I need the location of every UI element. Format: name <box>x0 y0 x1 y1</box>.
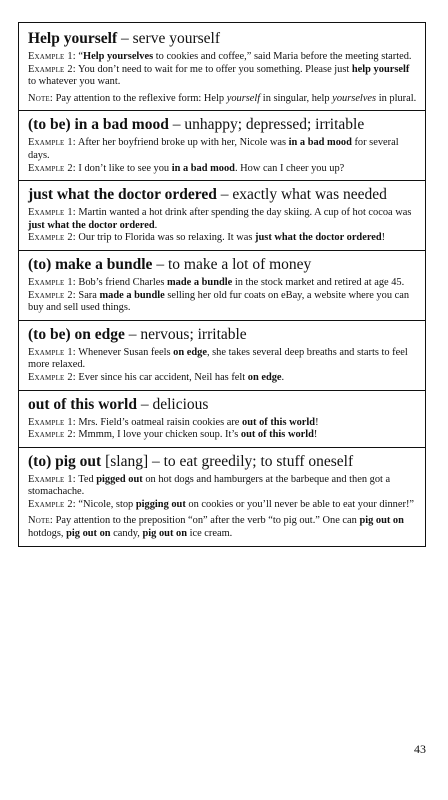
idiom-entry <box>18 181 426 251</box>
idiom-heading <box>28 115 417 134</box>
text-run: [slang] – to eat greedily; to stuff oneself <box>101 452 354 470</box>
text-run: Sara <box>75 289 100 301</box>
text-run: “Nicole, stop <box>75 498 136 510</box>
text-run: on hot dogs and hamburgers at the barbeque and then got a stomachache. <box>28 473 391 498</box>
bold-phrase: (to be) in a bad mood <box>28 116 169 134</box>
bold-phrase: Help yourselves <box>83 51 154 62</box>
bold-phrase: on edge <box>247 371 282 383</box>
text-run: in the stock market and retired at age 45. <box>232 276 405 288</box>
bold-phrase: just what the doctor ordered <box>28 186 217 204</box>
idiom-entry <box>18 321 426 391</box>
text-run: ! <box>313 429 318 441</box>
text-run: Pay attention to the reflexive form: Help <box>53 92 227 104</box>
idiom-heading <box>28 325 417 344</box>
example-line <box>28 137 417 162</box>
bold-phrase: (to be) on edge <box>28 325 125 343</box>
example-line <box>28 290 417 315</box>
text-run: ! <box>315 416 319 428</box>
example-label: Example 2: <box>28 429 76 441</box>
example-label: Example 1: <box>28 137 76 149</box>
text-run: “ <box>75 51 84 62</box>
text-run: Pay attention to the preposition “on” after the verb “to pig out.” One can <box>53 515 360 527</box>
example-line <box>28 232 417 245</box>
bold-phrase: on edge <box>173 346 207 358</box>
example-label: Example 1: <box>28 473 76 485</box>
bold-phrase: made a bundle <box>99 289 165 301</box>
idiom-entry <box>18 448 426 547</box>
idiom-entry <box>18 251 426 321</box>
page-number: 43 <box>414 742 426 756</box>
text-run: . <box>281 371 285 383</box>
example-label: Example 2: <box>28 232 76 244</box>
example-line <box>28 429 417 442</box>
text-run: , she takes several deep breaths and starts to feel more relaxed. <box>28 346 408 371</box>
example-line <box>28 417 417 430</box>
example-label: Example 2: <box>28 498 76 510</box>
example-label: Example 2: <box>28 63 76 75</box>
text-run: Ted <box>75 473 97 485</box>
example-label: Example 2: <box>28 289 76 301</box>
text-run: in singular, help <box>260 92 333 104</box>
text-run: – to make a lot of money <box>152 255 312 273</box>
example-label: Example 1: <box>28 276 76 288</box>
idiom-heading <box>28 395 417 414</box>
bold-phrase: pigging out <box>135 498 186 510</box>
bold-phrase: pig out on <box>66 528 111 540</box>
text-run: on cookies or you’ll never be able to eat your dinner!” <box>185 498 415 510</box>
bold-phrase: (to) pig out <box>28 452 102 470</box>
example-label: Example 1: <box>28 207 76 219</box>
bold-phrase: in a bad mood <box>288 137 352 149</box>
text-run: in plural. <box>376 92 417 104</box>
example-label: Example 1: <box>28 51 76 62</box>
text-run: – unhappy; depressed; irritable <box>168 116 365 134</box>
idiom-heading <box>28 185 417 204</box>
text-run: Mrs. Field’s oatmeal raisin cookies are <box>75 416 243 428</box>
example-line <box>28 499 417 512</box>
example-line <box>28 207 417 232</box>
bold-phrase: out of this world <box>28 395 137 413</box>
example-line <box>28 347 417 372</box>
example-label: Example 1: <box>28 346 76 358</box>
text-run: Martin wanted a hot drink after spending the day skiing. A cup of hot cocoa was <box>75 207 412 219</box>
text-run: candy, <box>110 528 143 540</box>
bold-phrase: out of this world <box>240 429 314 441</box>
example-label: Example 2: <box>28 162 76 174</box>
text-run: . How can I cheer you up? <box>234 162 345 174</box>
example-line <box>28 474 417 499</box>
idiom-entry <box>18 391 426 448</box>
text-run: ice cream. <box>186 528 233 540</box>
text-run: for several days. <box>28 137 399 161</box>
text-run: You don’t need to wait for me to offer you something. Please just <box>75 63 352 75</box>
bold-phrase: Help yourself <box>28 30 118 47</box>
bold-phrase: just what the doctor ordered <box>255 232 382 244</box>
example-line <box>28 163 417 176</box>
text-run: selling her old fur coats on eBay, a website where you can buy and sell used things. <box>28 289 410 314</box>
italic-phrase: yourselves <box>332 92 377 104</box>
example-line <box>28 277 417 290</box>
note-line <box>28 93 417 106</box>
text-run: Mmmm, I love your chicken soup. It’s <box>75 429 241 441</box>
bold-phrase: pigged out <box>96 473 143 485</box>
bold-phrase: pig out on <box>142 528 187 540</box>
bold-phrase: in a bad mood <box>171 162 235 174</box>
bold-phrase: (to) make a bundle <box>28 255 153 273</box>
bold-phrase: help yourself <box>351 63 410 75</box>
italic-phrase: yourself <box>226 92 261 104</box>
text-run: Whenever Susan feels <box>75 346 174 358</box>
idiom-heading <box>28 452 417 471</box>
text-run: to whatever you want. <box>28 76 121 88</box>
text-run: hotdogs, <box>28 528 67 540</box>
text-run: – serve yourself <box>117 30 220 47</box>
idiom-heading <box>28 255 417 274</box>
idiom-entry <box>18 22 426 111</box>
text-run: – exactly what was needed <box>216 186 387 204</box>
bold-phrase: made a bundle <box>167 276 233 288</box>
text-run: I don’t like to see you <box>75 162 172 174</box>
example-label: Example 1: <box>28 416 76 428</box>
example-line <box>28 64 417 89</box>
text-run: ! <box>381 232 386 244</box>
note-label: Note: <box>28 92 53 104</box>
text-run: – nervous; irritable <box>124 325 247 343</box>
text-run: . <box>154 219 158 231</box>
text-run: Our trip to Florida was so relaxing. It was <box>75 232 256 244</box>
idiom-list <box>18 22 426 547</box>
text-run: to cookies and coffee,” said Maria before the meeting started. <box>153 51 412 62</box>
idiom-entry <box>18 111 426 181</box>
note-line <box>28 515 417 540</box>
note-label: Note: <box>28 515 53 527</box>
text-run: – delicious <box>136 395 209 413</box>
bold-phrase: just what the doctor ordered <box>28 219 155 231</box>
text-run: Ever since his car accident, Neil has felt <box>75 371 248 383</box>
example-line <box>28 51 417 64</box>
example-label: Example 2: <box>28 371 76 383</box>
bold-phrase: pig out on <box>359 515 404 527</box>
text-run: Bob’s friend Charles <box>75 276 168 288</box>
example-line <box>28 372 417 385</box>
bold-phrase: out of this world <box>242 416 316 428</box>
idiom-heading <box>28 29 417 48</box>
text-run: After her boyfriend broke up with her, Nicole was <box>75 137 289 149</box>
